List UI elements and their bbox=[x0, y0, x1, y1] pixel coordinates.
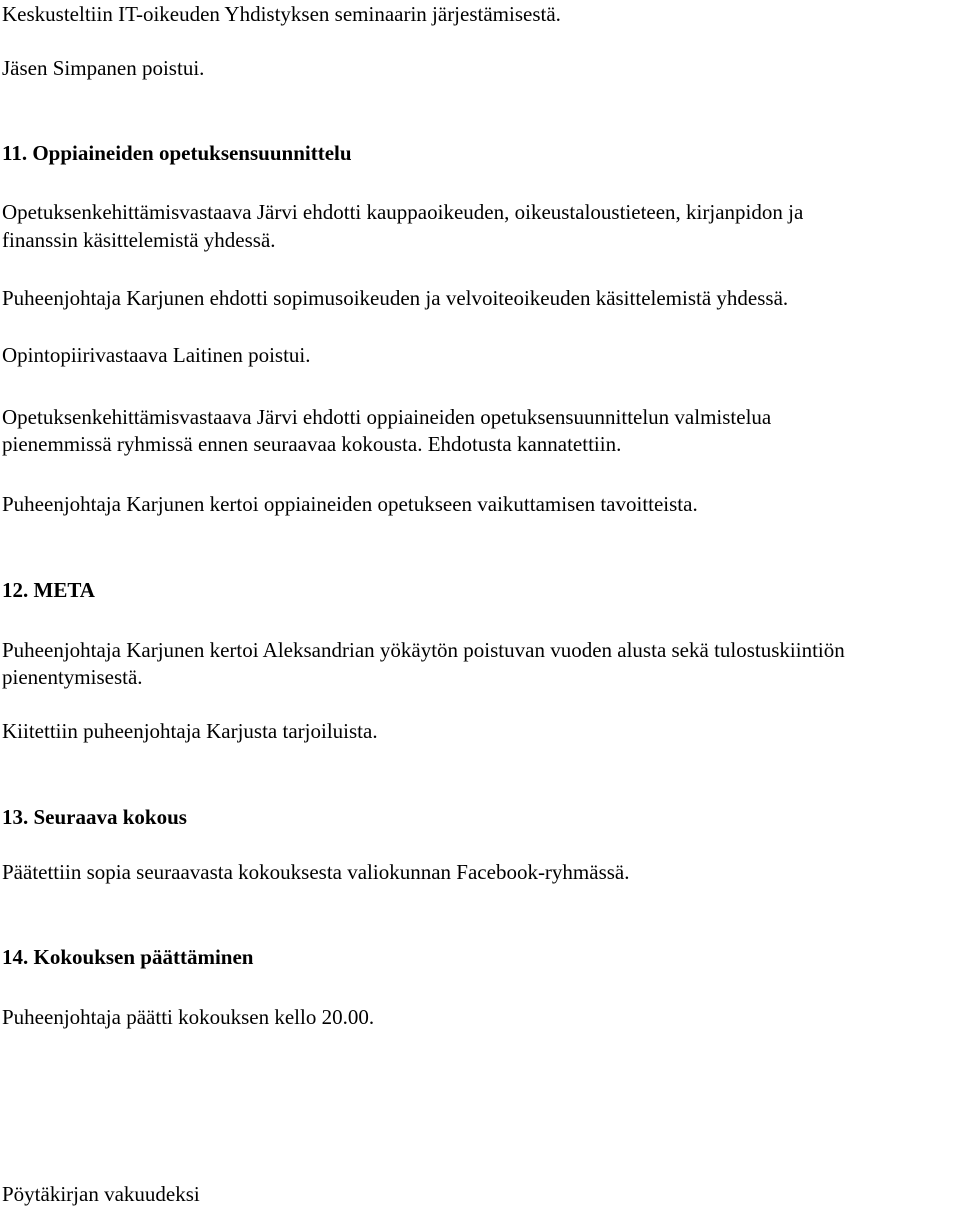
paragraph-chair-proposal: Puheenjohtaja Karjunen ehdotti sopimusoikeuden ja velvoiteoikeuden käsittelemistä yhdessä. bbox=[2, 286, 789, 310]
paragraph-member-left-2: Opintopiirivastaava Laitinen poistui. bbox=[2, 343, 311, 367]
paragraph-member-left: Jäsen Simpanen poistui. bbox=[2, 56, 205, 80]
paragraph-chair-goals: Puheenjohtaja Karjunen kertoi oppiaineiden opetukseen vaikuttamisen tavoitteista. bbox=[2, 492, 698, 516]
paragraph-proposal-line-1: Opetuksenkehittämisvastaava Järvi ehdotti kauppaoikeuden, oikeustaloustieteen, kirjanpidon ja bbox=[2, 200, 804, 224]
paragraph-thanks: Kiitettiin puheenjohtaja Karjusta tarjoiluista. bbox=[2, 719, 378, 743]
paragraph-preparation-line-2: pienemmissä ryhmissä ennen seuraavaa kokousta. Ehdotusta kannatettiin. bbox=[2, 432, 622, 456]
paragraph-next-meeting: Päätettiin sopia seuraavasta kokouksesta valiokunnan Facebook-ryhmässä. bbox=[2, 860, 630, 884]
signature-caption: Pöytäkirjan vakuudeksi bbox=[2, 1182, 200, 1206]
section-heading-12: 12. META bbox=[2, 578, 95, 602]
paragraph-proposal-line-2: finanssin käsittelemistä yhdessä. bbox=[2, 228, 276, 252]
section-heading-11: 11. Oppiaineiden opetuksensuunnittelu bbox=[2, 141, 352, 165]
section-heading-13: 13. Seuraava kokous bbox=[2, 805, 187, 829]
section-heading-14: 14. Kokouksen päättäminen bbox=[2, 945, 254, 969]
paragraph-seminar-discussion: Keskusteltiin IT-oikeuden Yhdistyksen seminaarin järjestämisestä. bbox=[2, 2, 561, 26]
paragraph-meta-line-1: Puheenjohtaja Karjunen kertoi Aleksandrian yökäytön poistuvan vuoden alusta sekä tulostuskiintiön bbox=[2, 638, 845, 662]
paragraph-meta-line-2: pienentymisestä. bbox=[2, 665, 143, 689]
paragraph-closing: Puheenjohtaja päätti kokouksen kello 20.00. bbox=[2, 1005, 375, 1029]
paragraph-preparation-line-1: Opetuksenkehittämisvastaava Järvi ehdotti oppiaineiden opetuksensuunnittelun valmistelua bbox=[2, 405, 772, 429]
